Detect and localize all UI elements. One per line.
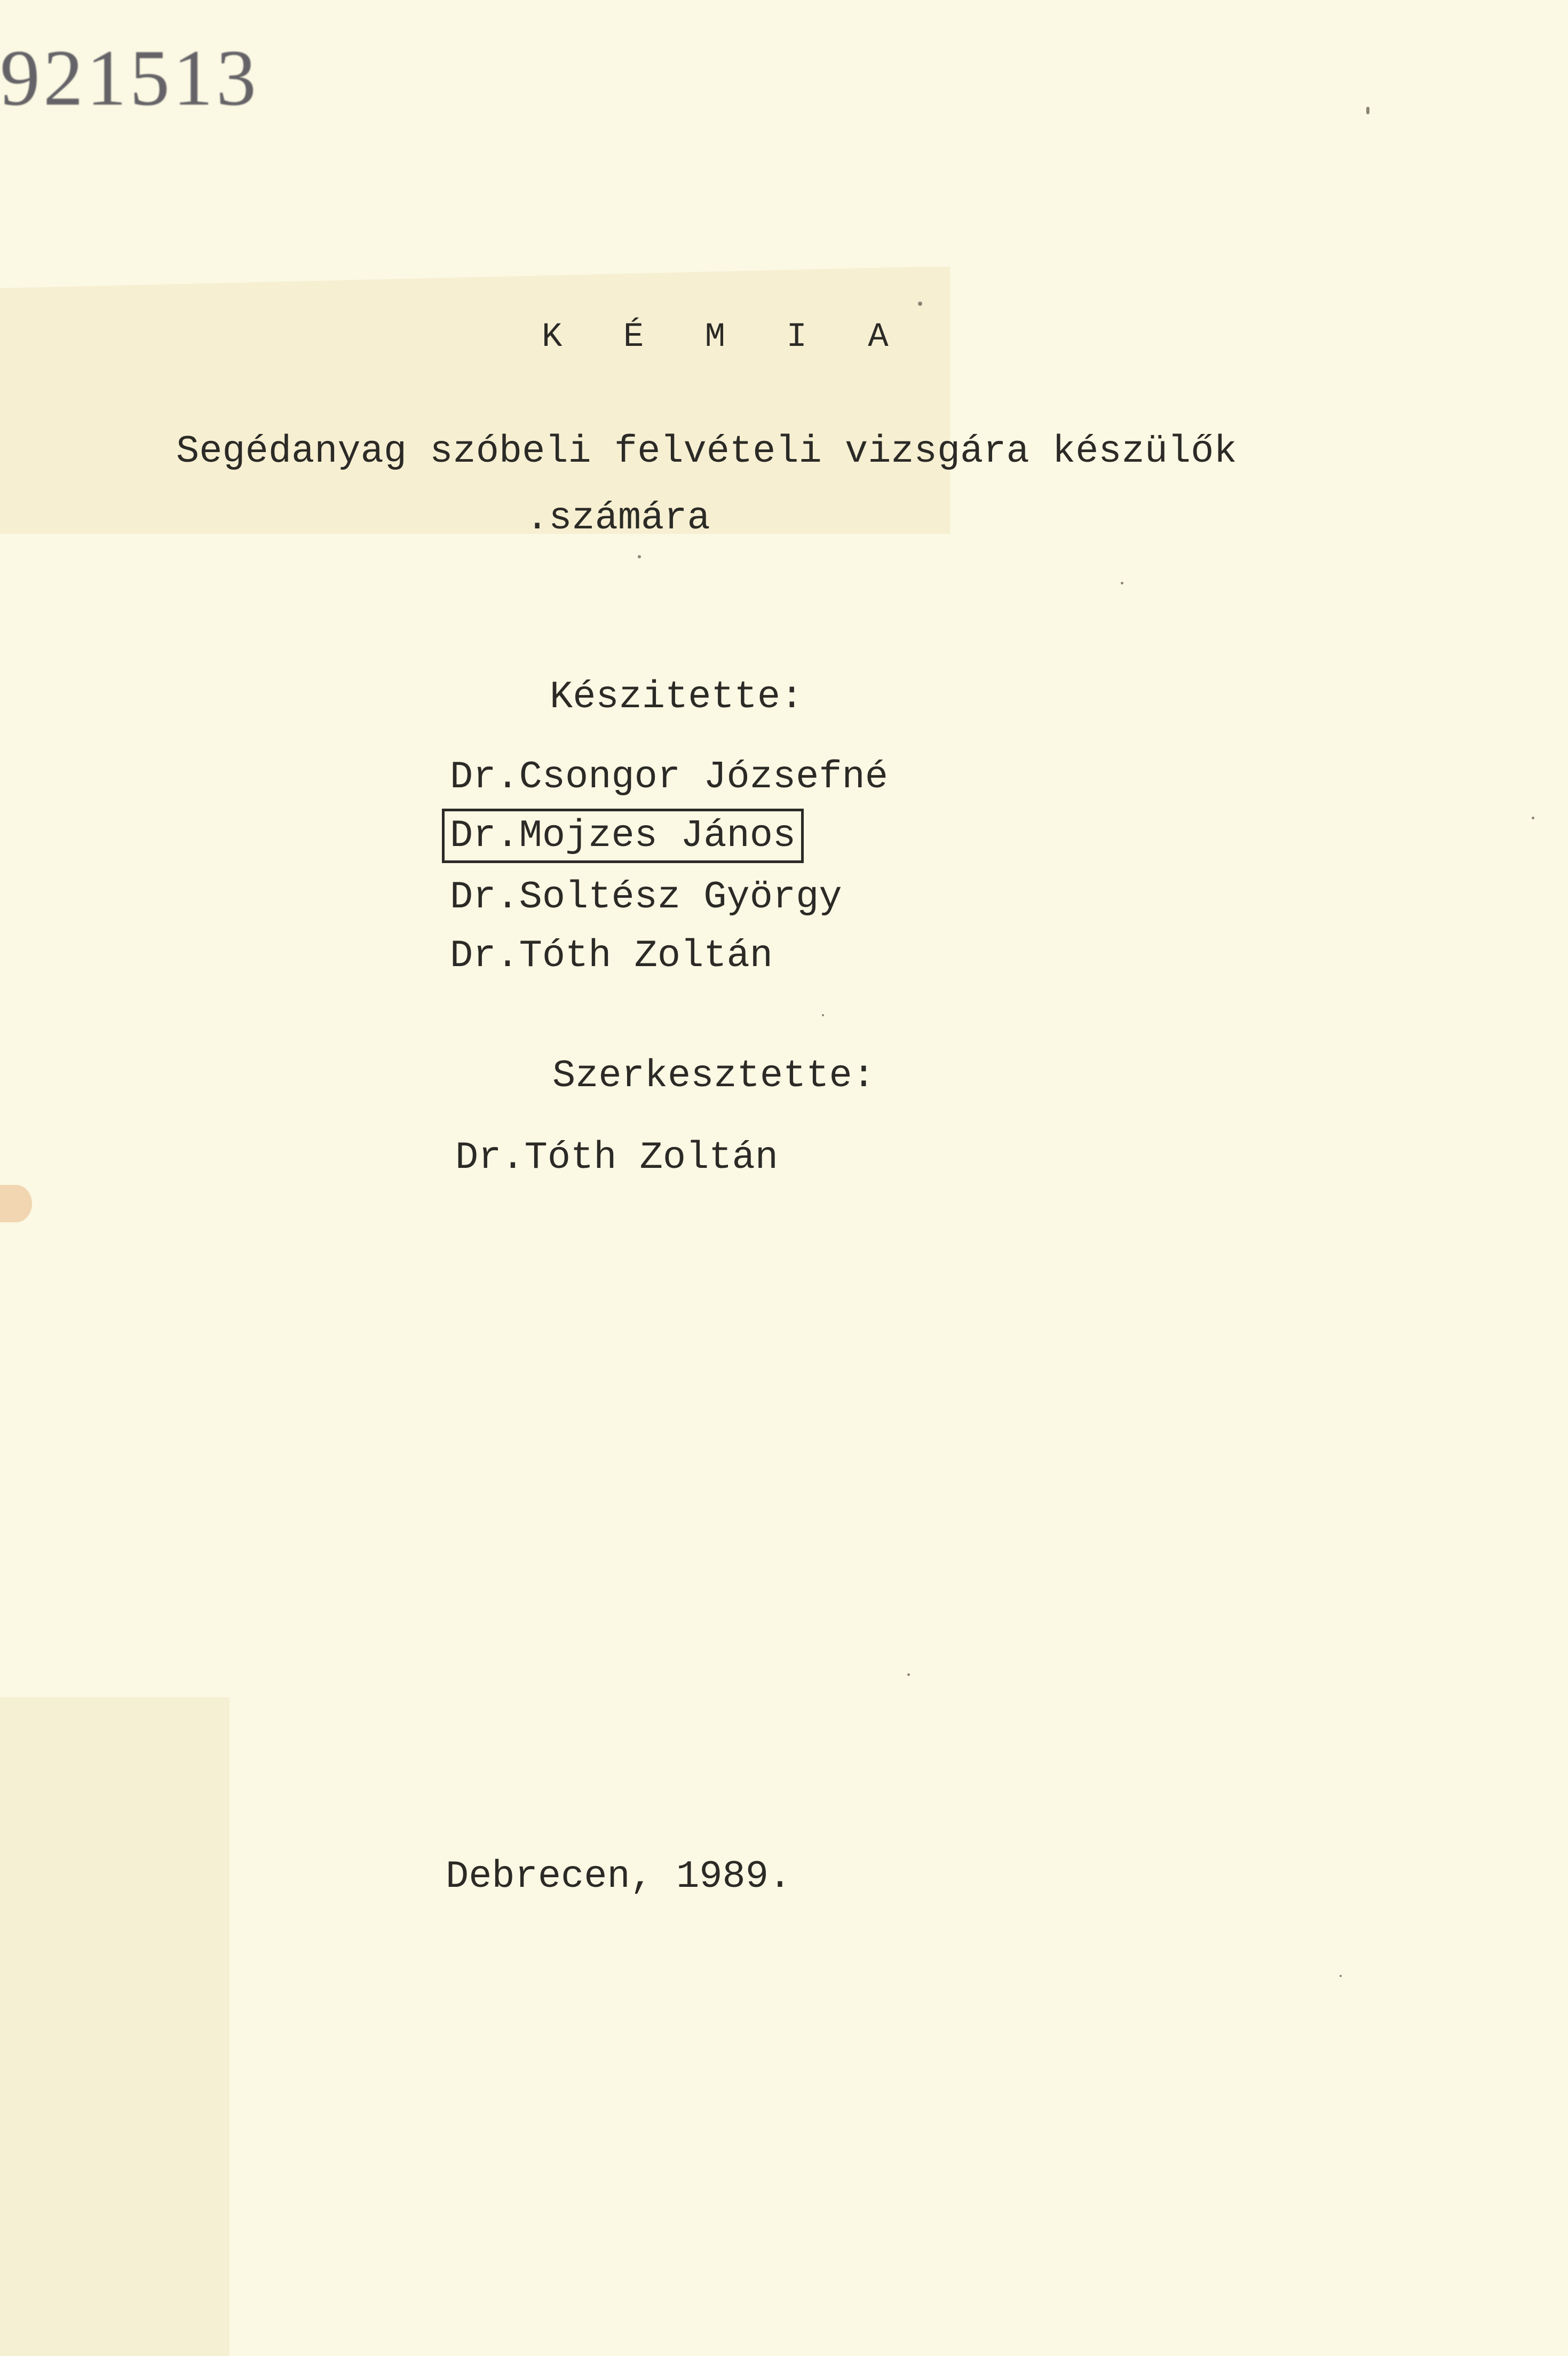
paper-speck	[918, 302, 922, 306]
paper-speck	[822, 1014, 824, 1016]
pasted-paper-strip	[0, 267, 950, 534]
paper-speck	[1532, 817, 1534, 819]
paper-speck	[638, 555, 641, 558]
editor-name: Dr.Tóth Zoltán	[455, 1136, 778, 1180]
author-4: Dr.Tóth Zoltán	[450, 934, 773, 978]
edge-stain	[0, 1185, 32, 1222]
prepared-by-label: Készitette:	[550, 675, 804, 719]
author-1: Dr.Csongor Józsefné	[450, 755, 888, 799]
place-and-date: Debrecen, 1989.	[446, 1855, 792, 1899]
document-title: K É M I A	[542, 318, 909, 357]
paper-speck	[1340, 1975, 1342, 1977]
inventory-stamp-number: 921513	[0, 34, 259, 122]
author-2-boxed: Dr.Mojzes János	[450, 814, 796, 858]
edited-by-label: Szerkesztette:	[552, 1054, 875, 1098]
paper-speck	[907, 1673, 910, 1676]
author-3: Dr.Soltész György	[450, 875, 842, 919]
paper-speck	[1121, 582, 1123, 584]
subtitle-line-2: .számára	[526, 496, 710, 540]
paper-speck	[1366, 107, 1369, 114]
subtitle-line-1: Segédanyag szóbeli felvételi vizsgára készülők	[176, 430, 1237, 473]
paper-edge-strip	[0, 1697, 229, 2356]
